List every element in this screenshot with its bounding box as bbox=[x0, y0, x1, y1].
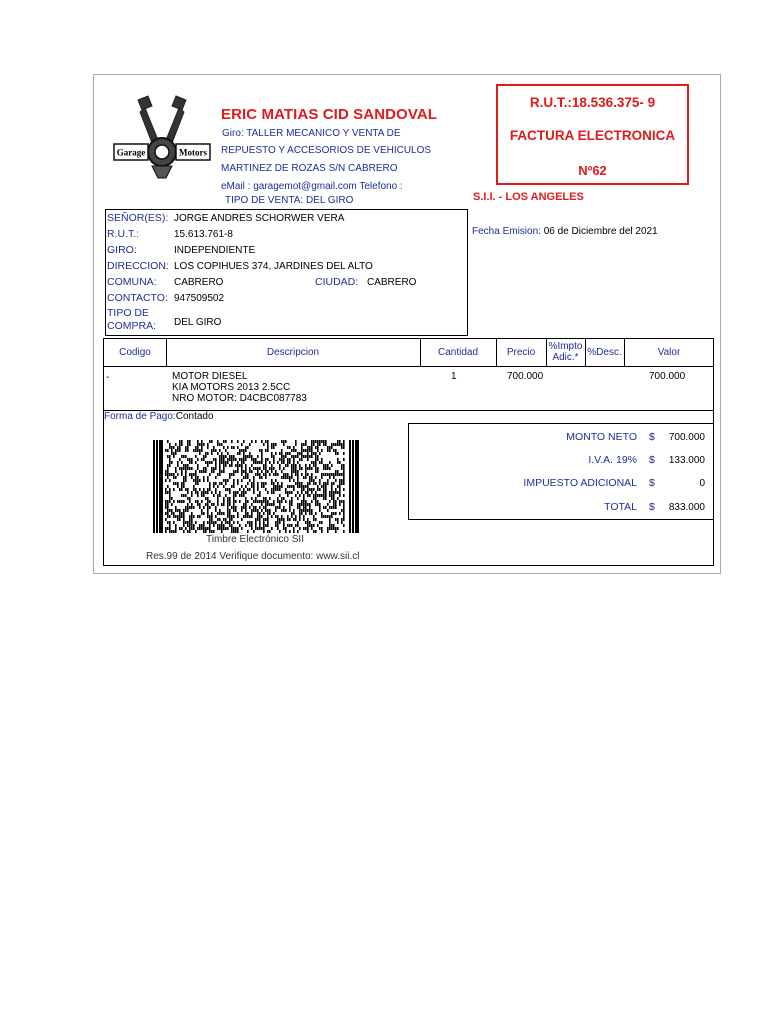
timbre-barcode bbox=[153, 440, 359, 533]
total-label: TOTAL bbox=[604, 501, 637, 513]
client-giro-value: INDEPENDIENTE bbox=[174, 245, 256, 256]
document-number: Nº62 bbox=[578, 163, 607, 178]
row-precio: 700.000 bbox=[507, 371, 544, 382]
document-rut-box bbox=[496, 84, 689, 185]
row-desc-line2: KIA MOTORS 2013 2.5CC bbox=[172, 382, 291, 393]
company-name: ERIC MATIAS CID SANDOVAL bbox=[221, 106, 438, 123]
row-descripcion bbox=[172, 371, 307, 404]
header-impto-line2: Adic.* bbox=[552, 352, 579, 363]
client-giro-label: GIRO: bbox=[107, 244, 137, 256]
issue-date bbox=[472, 226, 658, 237]
issuer-tipo-venta: TIPO DE VENTA: DEL GIRO bbox=[225, 195, 354, 206]
client-comuna-label: COMUNA: bbox=[107, 276, 157, 288]
header-desc: %Desc. bbox=[587, 347, 622, 358]
client-rut-value: 15.613.761-8 bbox=[174, 229, 233, 240]
row-cantidad: 1 bbox=[451, 371, 457, 382]
header-valor: Valor bbox=[657, 347, 681, 358]
header-precio: Precio bbox=[506, 347, 536, 358]
header-cantidad: Cantidad bbox=[437, 347, 479, 358]
client-tipo-label-2: COMPRA: bbox=[107, 320, 157, 332]
client-senor-value: JORGE ANDRES SCHORWER VERA bbox=[174, 213, 345, 224]
issuer-address: MARTINEZ DE ROZAS S/N CABRERO bbox=[221, 163, 398, 174]
timbre-resolution: Res.99 de 2014 Verifique documento: www.sii.cl bbox=[146, 551, 360, 562]
totals-box bbox=[408, 423, 714, 520]
impuesto-adicional-value: 0 bbox=[699, 478, 705, 489]
table-header-divider bbox=[104, 366, 713, 367]
row-codigo: - bbox=[106, 372, 110, 383]
client-box bbox=[105, 209, 468, 336]
currency-symbol: $ bbox=[649, 477, 655, 489]
currency-symbol: $ bbox=[649, 454, 655, 466]
sii-office: S.I.I. - LOS ANGELES bbox=[473, 191, 584, 203]
row-desc-line1: MOTOR DIESEL bbox=[172, 371, 248, 382]
header-descripcion: Descripcion bbox=[266, 347, 320, 358]
client-comuna-value: CABRERO bbox=[174, 277, 224, 288]
logo-left-text: Garage bbox=[116, 147, 146, 158]
garage-motors-logo bbox=[112, 94, 212, 180]
header-impto-line1: %Impto bbox=[548, 341, 583, 352]
timbre-caption: Timbre Electrónico SII bbox=[206, 534, 304, 545]
impuesto-adicional-label: IMPUESTO ADICIONAL bbox=[523, 477, 637, 489]
document-rut: R.U.T.:18.536.375- 9 bbox=[529, 95, 656, 110]
document-type: FACTURA ELECTRONICA bbox=[509, 128, 676, 143]
total-value: 833.000 bbox=[668, 502, 705, 513]
currency-symbol: $ bbox=[649, 431, 655, 443]
client-tipo-value: DEL GIRO bbox=[174, 317, 222, 328]
client-direccion-label: DIRECCION: bbox=[107, 260, 169, 272]
monto-neto-label: MONTO NETO bbox=[566, 431, 637, 443]
issuer-email-line: eMail : garagemot@gmail.com Telefono : bbox=[221, 181, 403, 192]
currency-symbol: $ bbox=[649, 501, 655, 513]
client-ciudad-value: CABRERO bbox=[367, 277, 417, 288]
monto-neto-value: 700.000 bbox=[668, 432, 705, 443]
header-codigo: Codigo bbox=[119, 347, 151, 358]
issuer-giro-line1: Giro: TALLER MECANICO Y VENTA DE bbox=[222, 128, 401, 139]
iva-label: I.V.A. 19% bbox=[588, 454, 637, 466]
iva-value: 133.000 bbox=[668, 455, 705, 466]
logo-right-text: Motors bbox=[179, 147, 207, 158]
client-direccion-value: LOS COPIHUES 374, JARDINES DEL ALTO bbox=[174, 261, 373, 272]
row-desc-line3: NRO MOTOR: D4CBC087783 bbox=[172, 393, 307, 404]
issue-date-value: 06 de Diciembre del 2021 bbox=[543, 226, 658, 237]
issue-date-label: Fecha Emision: bbox=[472, 226, 541, 237]
header-impto bbox=[546, 341, 585, 363]
forma-pago bbox=[104, 411, 214, 422]
row-valor: 700.000 bbox=[649, 371, 686, 382]
client-tipo-label-1: TIPO DE bbox=[107, 307, 150, 319]
client-senor-label: SEÑOR(ES): bbox=[107, 212, 169, 224]
client-rut-label: R.U.T.: bbox=[107, 228, 140, 240]
client-contacto-label: CONTACTO: bbox=[107, 292, 168, 304]
forma-pago-label: Forma de Pago: bbox=[104, 411, 176, 422]
forma-pago-value: Contado bbox=[175, 411, 214, 422]
issuer-giro-line2: REPUESTO Y ACCESORIOS DE VEHICULOS bbox=[221, 145, 432, 156]
client-ciudad-label: CIUDAD: bbox=[315, 276, 359, 288]
client-contacto-value: 947509502 bbox=[174, 293, 225, 304]
